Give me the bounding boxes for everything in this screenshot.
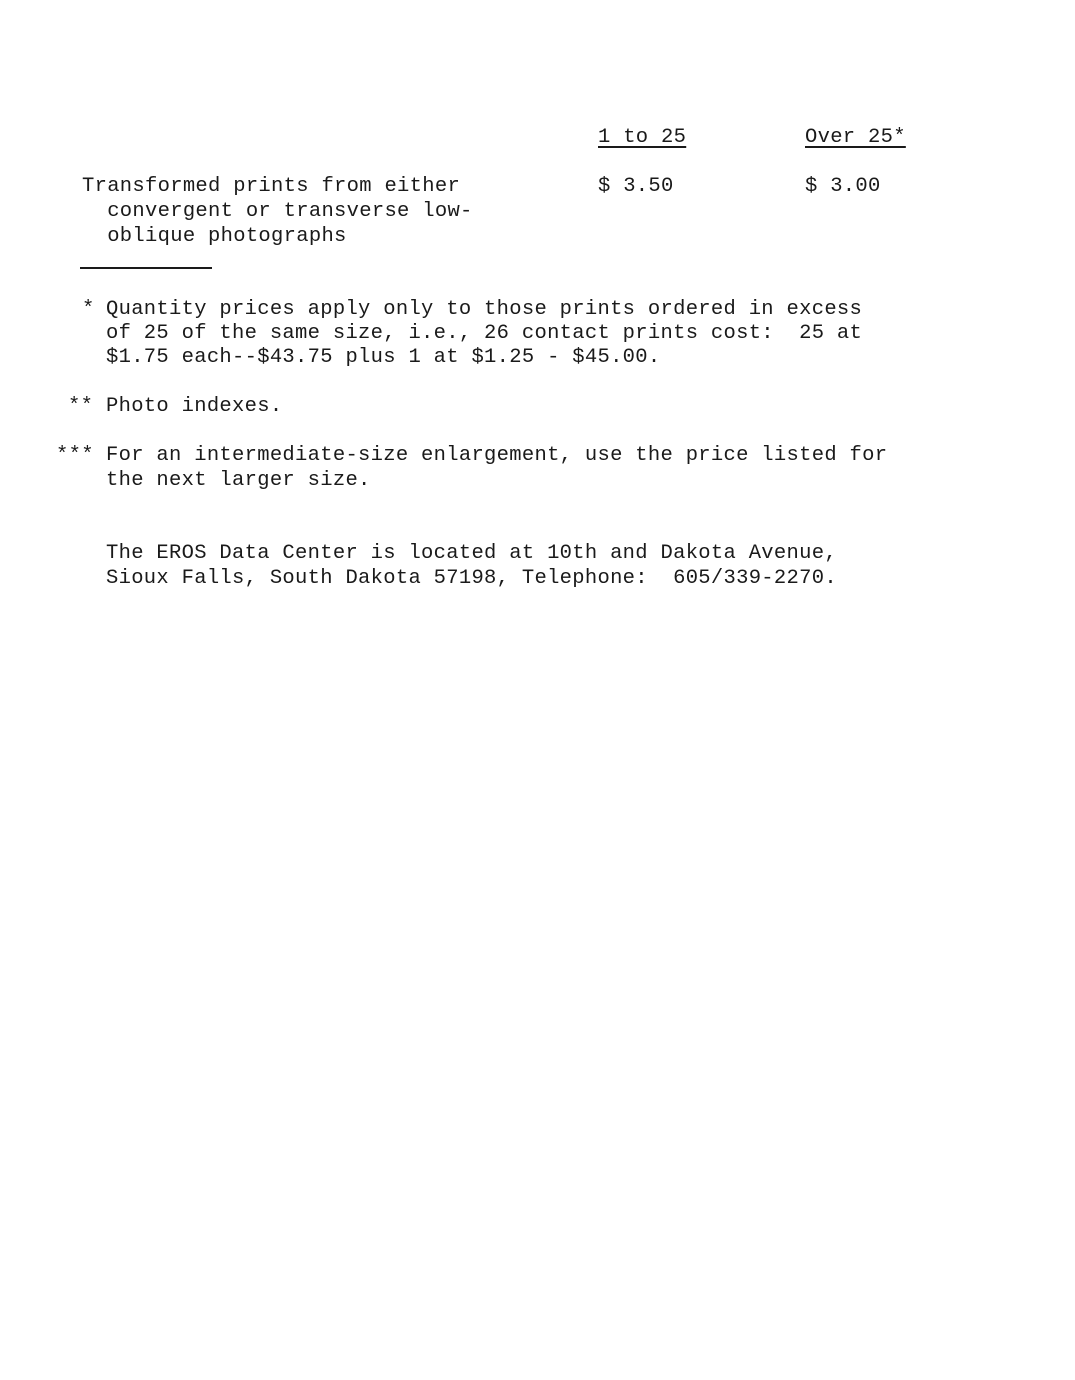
column-header-1-to-25: 1 to 25	[598, 126, 687, 149]
column-header-over-25: Over 25*	[805, 126, 906, 149]
footnote-1-marker: *	[82, 298, 95, 321]
location-line-2: Sioux Falls, South Dakota 57198, Telephone: 605/339-2270.	[106, 567, 837, 590]
price-1-to-25: $ 3.50	[598, 175, 674, 198]
footnote-1-line-1: Quantity prices apply only to those prints ordered in excess	[106, 298, 863, 321]
row-description-line-2: convergent or transverse low-	[82, 200, 473, 223]
footnote-1-line-2: of 25 of the same size, i.e., 26 contact prints cost: 25 at	[106, 322, 863, 345]
location-line-1: The EROS Data Center is located at 10th and Dakota Avenue,	[106, 542, 837, 565]
footnote-2-marker: **	[68, 395, 94, 418]
row-description-line-3: oblique photographs	[82, 225, 347, 248]
footnote-3-marker: ***	[56, 444, 94, 467]
footnote-3-line-2: the next larger size.	[106, 469, 371, 492]
footnote-1-line-3: $1.75 each--$43.75 plus 1 at $1.25 - $45.00.	[106, 346, 661, 369]
footnote-3-line-1: For an intermediate-size enlargement, use the price listed for	[106, 444, 888, 467]
footnote-2-line-1: Photo indexes.	[106, 395, 283, 418]
price-over-25: $ 3.00	[805, 175, 881, 198]
footnote-separator-rule	[80, 267, 212, 269]
row-description-line-1: Transformed prints from either	[82, 175, 461, 198]
